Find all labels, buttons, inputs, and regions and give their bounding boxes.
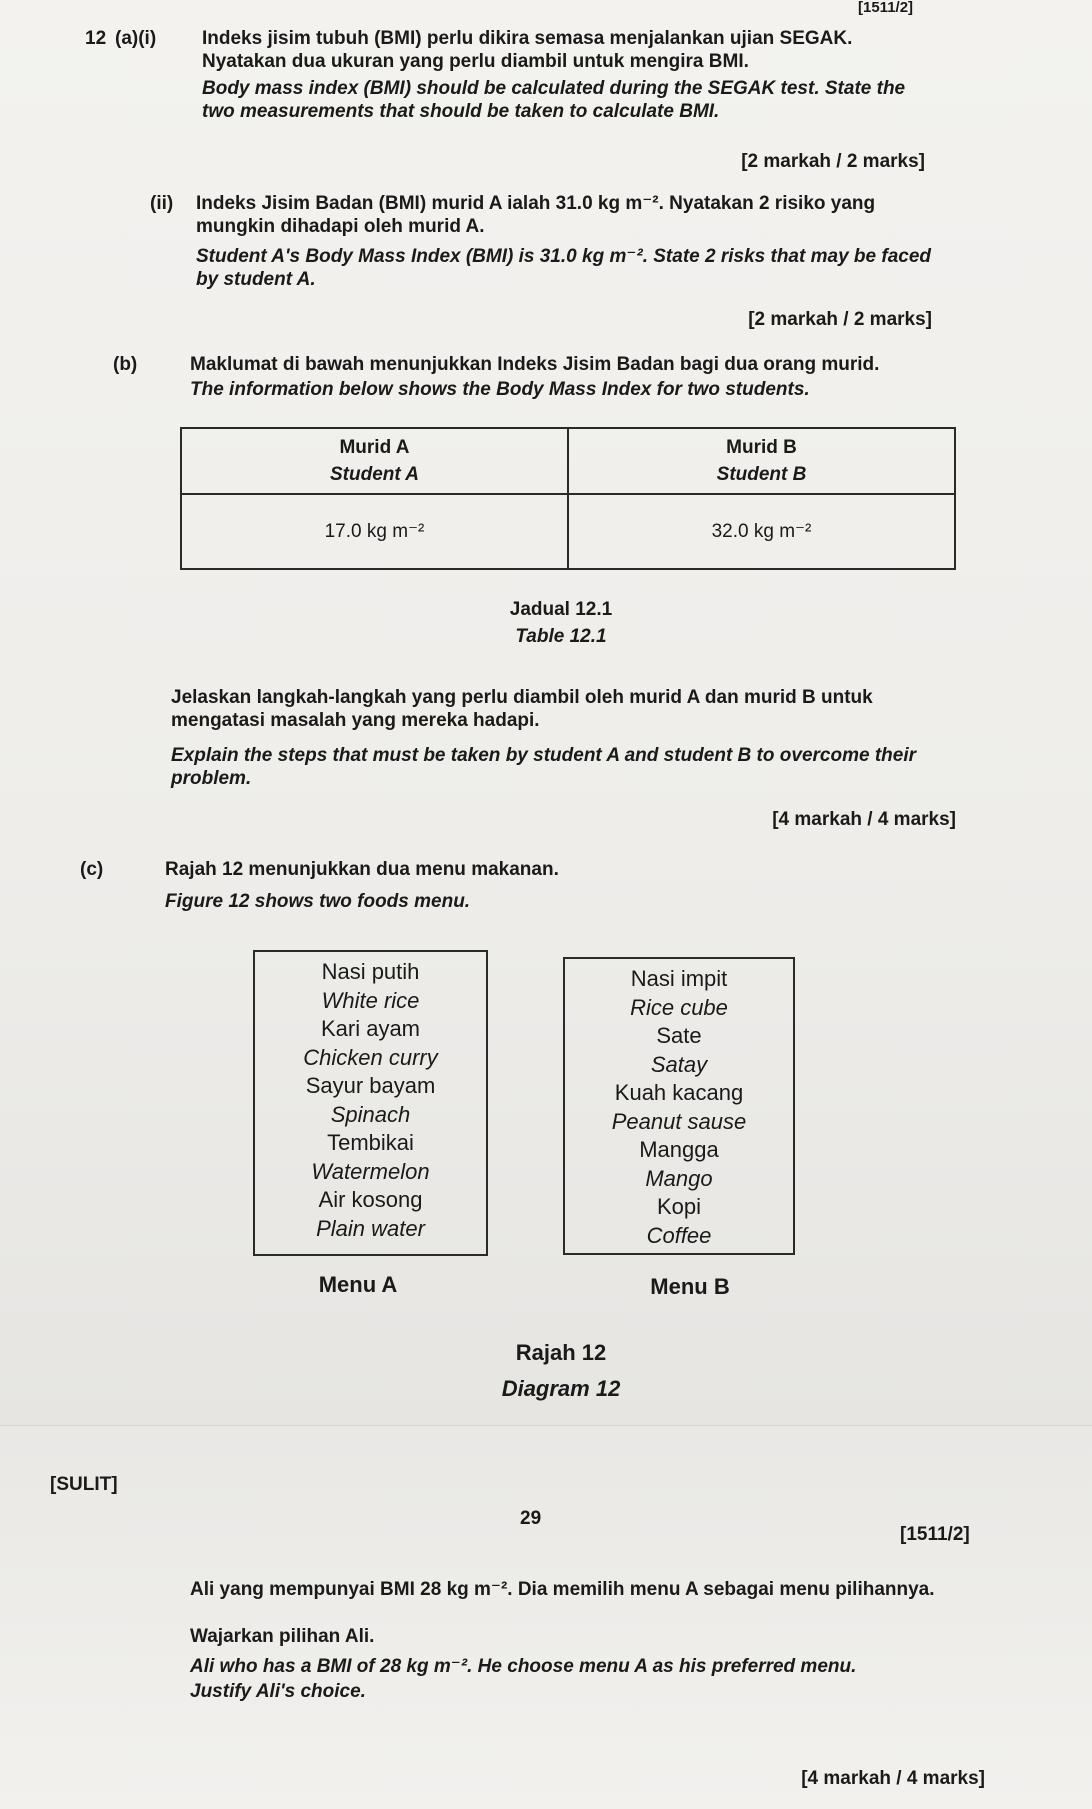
- lower-sheet: [0, 1425, 1092, 1809]
- part-c-malay: Rajah 12 menunjukkan dua menu makanan.: [165, 859, 559, 880]
- menu-a-title: Menu A: [318, 1272, 398, 1297]
- menu-b-item: Kopi: [656, 1194, 702, 1219]
- bmi-value-student-b: 32.0 kg m⁻²: [568, 494, 955, 569]
- part-a-i-marks: [2 markah / 2 marks]: [741, 151, 925, 172]
- header-b-malay: Murid B: [726, 437, 797, 459]
- page2-marks: [4 markah / 4 marks]: [801, 1768, 985, 1789]
- table-caption-english: Table 12.1: [515, 626, 607, 647]
- menu-a-item: Tembikai: [327, 1130, 414, 1155]
- table-header-student-b: [568, 428, 955, 494]
- page-number: 29: [520, 1508, 542, 1529]
- part-c-label: (c): [80, 859, 104, 880]
- header-a-malay: Murid A: [339, 437, 410, 459]
- question-number: 12: [85, 28, 107, 49]
- part-a-ii-label: (ii): [150, 193, 174, 214]
- menu-a-item: Chicken curry: [303, 1044, 438, 1070]
- part-c-ali-english: Ali who has a BMI of 28 kg m⁻². He choose menu A as his preferred menu.: [190, 1656, 857, 1677]
- paper-code-top: [1511/2]: [858, 0, 914, 16]
- part-a-i-english: Body mass index (BMI) should be calculated during the SEGAK test. State the two measurements that should be taken to calculate BMI.: [202, 78, 906, 122]
- header-b-english: Student B: [716, 464, 807, 486]
- part-b-label: (b): [113, 354, 138, 375]
- bmi-value-student-a: 17.0 kg m⁻²: [181, 494, 568, 569]
- menu-b-item: Rice cube: [630, 994, 728, 1020]
- menu-a-item: Plain water: [316, 1215, 425, 1241]
- part-c-ali-malay: Ali yang mempunyai BMI 28 kg m⁻². Dia memilih menu A sebagai menu pilihannya.: [190, 1579, 935, 1600]
- menu-b-item: Mango: [645, 1165, 713, 1191]
- part-c-justify-malay: Wajarkan pilihan Ali.: [190, 1626, 375, 1647]
- menu-b-item: Mangga: [639, 1137, 719, 1162]
- bmi-table: [180, 427, 956, 570]
- part-a-i-malay: Indeks jisim tubuh (BMI) perlu dikira semasa menjalankan ujian SEGAK. Nyatakan dua ukuran yang perlu diambil untuk mengira BMI.: [202, 28, 853, 72]
- menu-a-item: Watermelon: [311, 1158, 430, 1184]
- part-b-question-english: Explain the steps that must be taken by student A and student B to overcome their problem.: [171, 745, 916, 789]
- menu-b-item: Coffee: [646, 1222, 712, 1248]
- part-a-ii-malay: Indeks Jisim Badan (BMI) murid A ialah 31.0 kg m⁻². Nyatakan 2 risiko yang mungkin dihadapi oleh murid A.: [196, 193, 876, 237]
- part-b-marks: [4 markah / 4 marks]: [772, 809, 956, 830]
- part-a-ii-english: Student A's Body Mass Index (BMI) is 31.0 kg m⁻². State 2 risks that may be faced by student A.: [196, 246, 931, 290]
- menu-b-box: [563, 957, 795, 1255]
- diagram-caption-english: Diagram 12: [501, 1376, 621, 1401]
- part-b-question-malay: Jelaskan langkah-langkah yang perlu diambil oleh murid A dan murid B untuk mengatasi masalah yang mereka hadapi.: [171, 687, 873, 731]
- menu-a-item: Spinach: [330, 1101, 411, 1127]
- part-b-malay: Maklumat di bawah menunjukkan Indeks Jisim Badan bagi dua orang murid.: [190, 354, 880, 375]
- diagram-caption-malay: Rajah 12: [515, 1340, 607, 1365]
- table-header-student-a: [181, 428, 568, 494]
- part-a-ii-marks: [2 markah / 2 marks]: [748, 309, 932, 330]
- menu-b-title: Menu B: [650, 1274, 730, 1299]
- table-caption-malay: Jadual 12.1: [509, 599, 613, 620]
- part-c-english: Figure 12 shows two foods menu.: [165, 891, 471, 912]
- menu-a-item: Kari ayam: [320, 1016, 421, 1041]
- sulit-label: [SULIT]: [50, 1474, 118, 1495]
- menu-a-box: [253, 950, 488, 1256]
- part-a-i-label: (a)(i): [115, 28, 157, 49]
- part-b-english: The information below shows the Body Mass Index for two students.: [190, 379, 810, 400]
- menu-b-item: Satay: [650, 1051, 708, 1077]
- menu-a-item: White rice: [321, 987, 420, 1013]
- menu-a-item: Nasi putih: [321, 959, 420, 984]
- menu-a-item: Air kosong: [318, 1187, 423, 1212]
- menu-b-item: Peanut sause: [611, 1108, 747, 1134]
- menu-b-item: Kuah kacang: [614, 1080, 744, 1105]
- paper-code-page2: [1511/2]: [900, 1524, 970, 1545]
- menu-b-item: Sate: [656, 1023, 702, 1048]
- part-c-justify-english: Justify Ali's choice.: [190, 1681, 366, 1702]
- menu-a-item: Sayur bayam: [305, 1073, 436, 1098]
- header-a-english: Student A: [329, 464, 419, 486]
- menu-b-item: Nasi impit: [630, 966, 728, 991]
